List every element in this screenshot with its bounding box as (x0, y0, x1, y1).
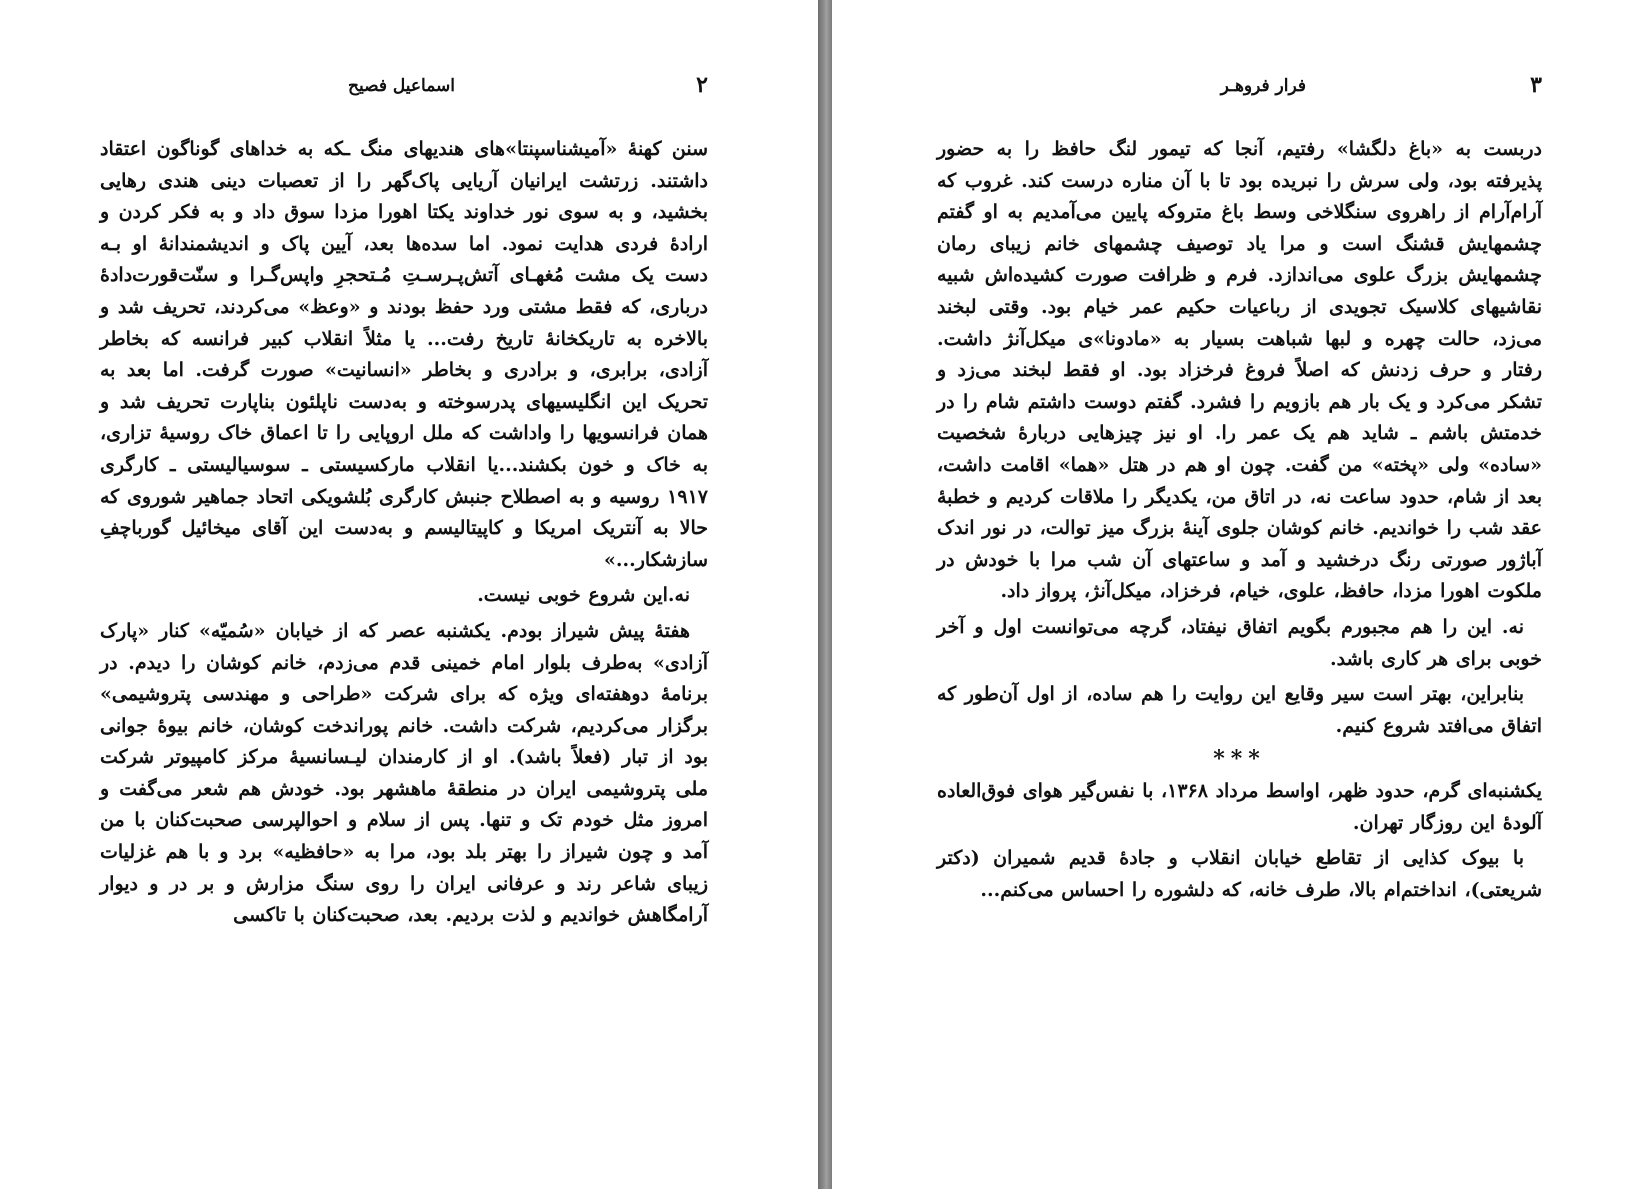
paragraph: بنابراین، بهتر است سیر وقایع این روایت را هم ساده، از اول آن‌طور که اتفاق می‌افتد شروع کنیم. (937, 683, 1542, 737)
page-number: ۲ (696, 72, 708, 98)
left-page (0, 0, 818, 1189)
section-separator: *** (1213, 746, 1266, 773)
paragraph: نه. این را هم مجبورم بگویم اتفاق نیفتاد، گرچه می‌توانست اول و آخر خوبی برای هر کاری باشد. (937, 615, 1542, 670)
page-number: ۳ (1530, 72, 1542, 98)
running-title: فرار فروهـر (1220, 76, 1306, 96)
paragraph: نه.این شروع خوبی نیست. (477, 584, 690, 607)
book-gutter (818, 0, 832, 1189)
running-title: اسماعیل فصیح (348, 76, 456, 96)
paragraph: سنن کهنهٔ «آمیشناسپنتا»های هندیهای منگ ـکه به خداهای گوناگون اعتقاد داشتند. زرتشت ایرانیان آریایی پاک‌گهر را از تعصبات دینی هندی رهایی بخشید، و به سوی نور خداوند یکتا اهورا مزدا سوق داد و به فکر کردن و ارادهٔ فردی هدایت نمود. اما سده‌ها بعد، آیین پاک و اندیشمندانهٔ او بـه دست یک مشت مُغهـای آتش‌پـرسـتِ مُـتحجرِ واپس‌گـرا و سنّت‌قورت‌دادهٔ درباری، که فقط مشتی ورد حفظ بودند و «وعظ» می‌کردند، تحریف شد و بالاخره به تاریکخانهٔ تاریخ رفت... یا مثلاً انقلاب کبیر فرانسه که بخاطر آزادی، برابری، و برادری و بخاطر «انسانیت» صورت گرفت. اما بعد به تحریک این انگلیسیهای پدرسوخته و به‌دست ناپلئون بناپارت تحریف شد و همان فرانسویها را واداشت که ملل اروپایی را تا اعماق خاک روسیهٔ تزاری، به خاک و خون بکشند...یا انقلاب مارکسیستی ـ سوسیالیستی ـ کارگری ۱۹۱۷ روسیه و به اصطلاح جنبش کارگری بُلشویکی اتحاد جماهیر شوروی که حالا به آنتریک امریکا و کاپیتالیسم و به‌دست این آقای میخائیل گورباچفِ سازشکار...» (100, 138, 708, 571)
paragraph: دربست به «باغ دلگشا» رفتیم، آنجا که تیمور لنگ حافظ را به حضور پذیرفته بود، ولی سرش را نبریده بود تا با آن مناره درست کند. غروب که آرام‌آرام از راهروی سنگلاخی وسط باغ متروکه پایین می‌آمدیم به او گفتم چشمهایش قشنگ است و مرا یاد توصیف چشمهای خانم زیبای رمان چشمهایش بزرگ علوی می‌اندازد. فرم و ظرافت صورت کشیده‌اش شبیه نقاشیهای کلاسیک تجویدی از رباعیات حکیم عمر خیام بود. وقتی لبخند می‌زد، حالت چهره و لبها شباهت بسیار به «مادونا»ی میکل‌آنژ داشت. رفتار و حرف زدنش که اصلاً فروغ فرخزاد بود. او فقط لبخند می‌زد و تشکر می‌کرد و یک بار هم بازویم را فشرد. گفتم دوست داشتم شام را در خدمتش باشم ـ شاید هم یک عمر را. او نیز چیزهایی دربارهٔ شخصیت «ساده» ولی «پخته» من گفت. چون او هم در هتل «هما» اقامت داشت، بعد از شام، حدود ساعت نه، در اتاق من، یکدیگر را ملاقات کردیم و خطبهٔ عقد شب را خواندیم. خانم کوشان جلوی آینهٔ بزرگ میز توالت، در نور اندک آباژور صورتی رنگ درخشید و آمد و ساعتهای آن شب مرا با خودش در ملکوت اهورا مزدا، حافظ، علوی، خیام، فرخزاد، میکل‌آنژ، پرواز داد. (937, 138, 1542, 603)
paragraph: هفتهٔ پیش شیراز بودم. یکشنبه عصر که از خیابان «سُمیّه» کنار «پارک آزادی» به‌طرف بلوار امام خمینی قدم می‌زدم، خانم کوشان را دیدم. در برنامهٔ دوهفته‌ای ویژه که برای شرکت «طراحی و مهندسی پتروشیمی» برگزار می‌کردیم، شرکت داشت. خانم پوراندخت کوشان، خانم بیوهٔ جوانی بود از تبار (فعلاً باشد). او از کارمندان لیـسانسیهٔ مرکز کامپیوتر شرکت ملی پتروشیمی ایران در منطقهٔ ماهشهر بود. خودش هم شعر می‌گفت و امروز مثل خودم تک و تنها. پس از سلام و احوالپرسی صحبت‌کنان با من آمد و چون شیراز را بهتر بلد بود، مرا به «حافظیه» برد و با هم غزلیات زیبای شاعر رند و عرفانی ایران را روی سنگ مزارش و بر در و دیوار آرامگاهش خواندیم و لذت بردیم. بعد، صحبت‌کنان با تاکسی (100, 619, 708, 927)
right-page-header (937, 72, 1542, 102)
paragraph: با بیوک کذایی از تقاطع خیابان انقلاب و جادهٔ قدیم شمیران (دکتر شریعتی)، انداختم‌ام بالا، طرف خانه، که دلشوره را احساس می‌کنم... (937, 847, 1542, 902)
paragraph: یکشنبه‌ای گرم، حدود ظهر، اواسط مرداد ۱۳۶۸، با نفس‌گیر هوای فوق‌العاده آلودهٔ این روزگار تهران. (937, 780, 1542, 834)
left-page-header (100, 72, 708, 102)
left-page-body (100, 134, 708, 936)
right-page-body (937, 134, 1542, 911)
right-page (832, 0, 1645, 1189)
